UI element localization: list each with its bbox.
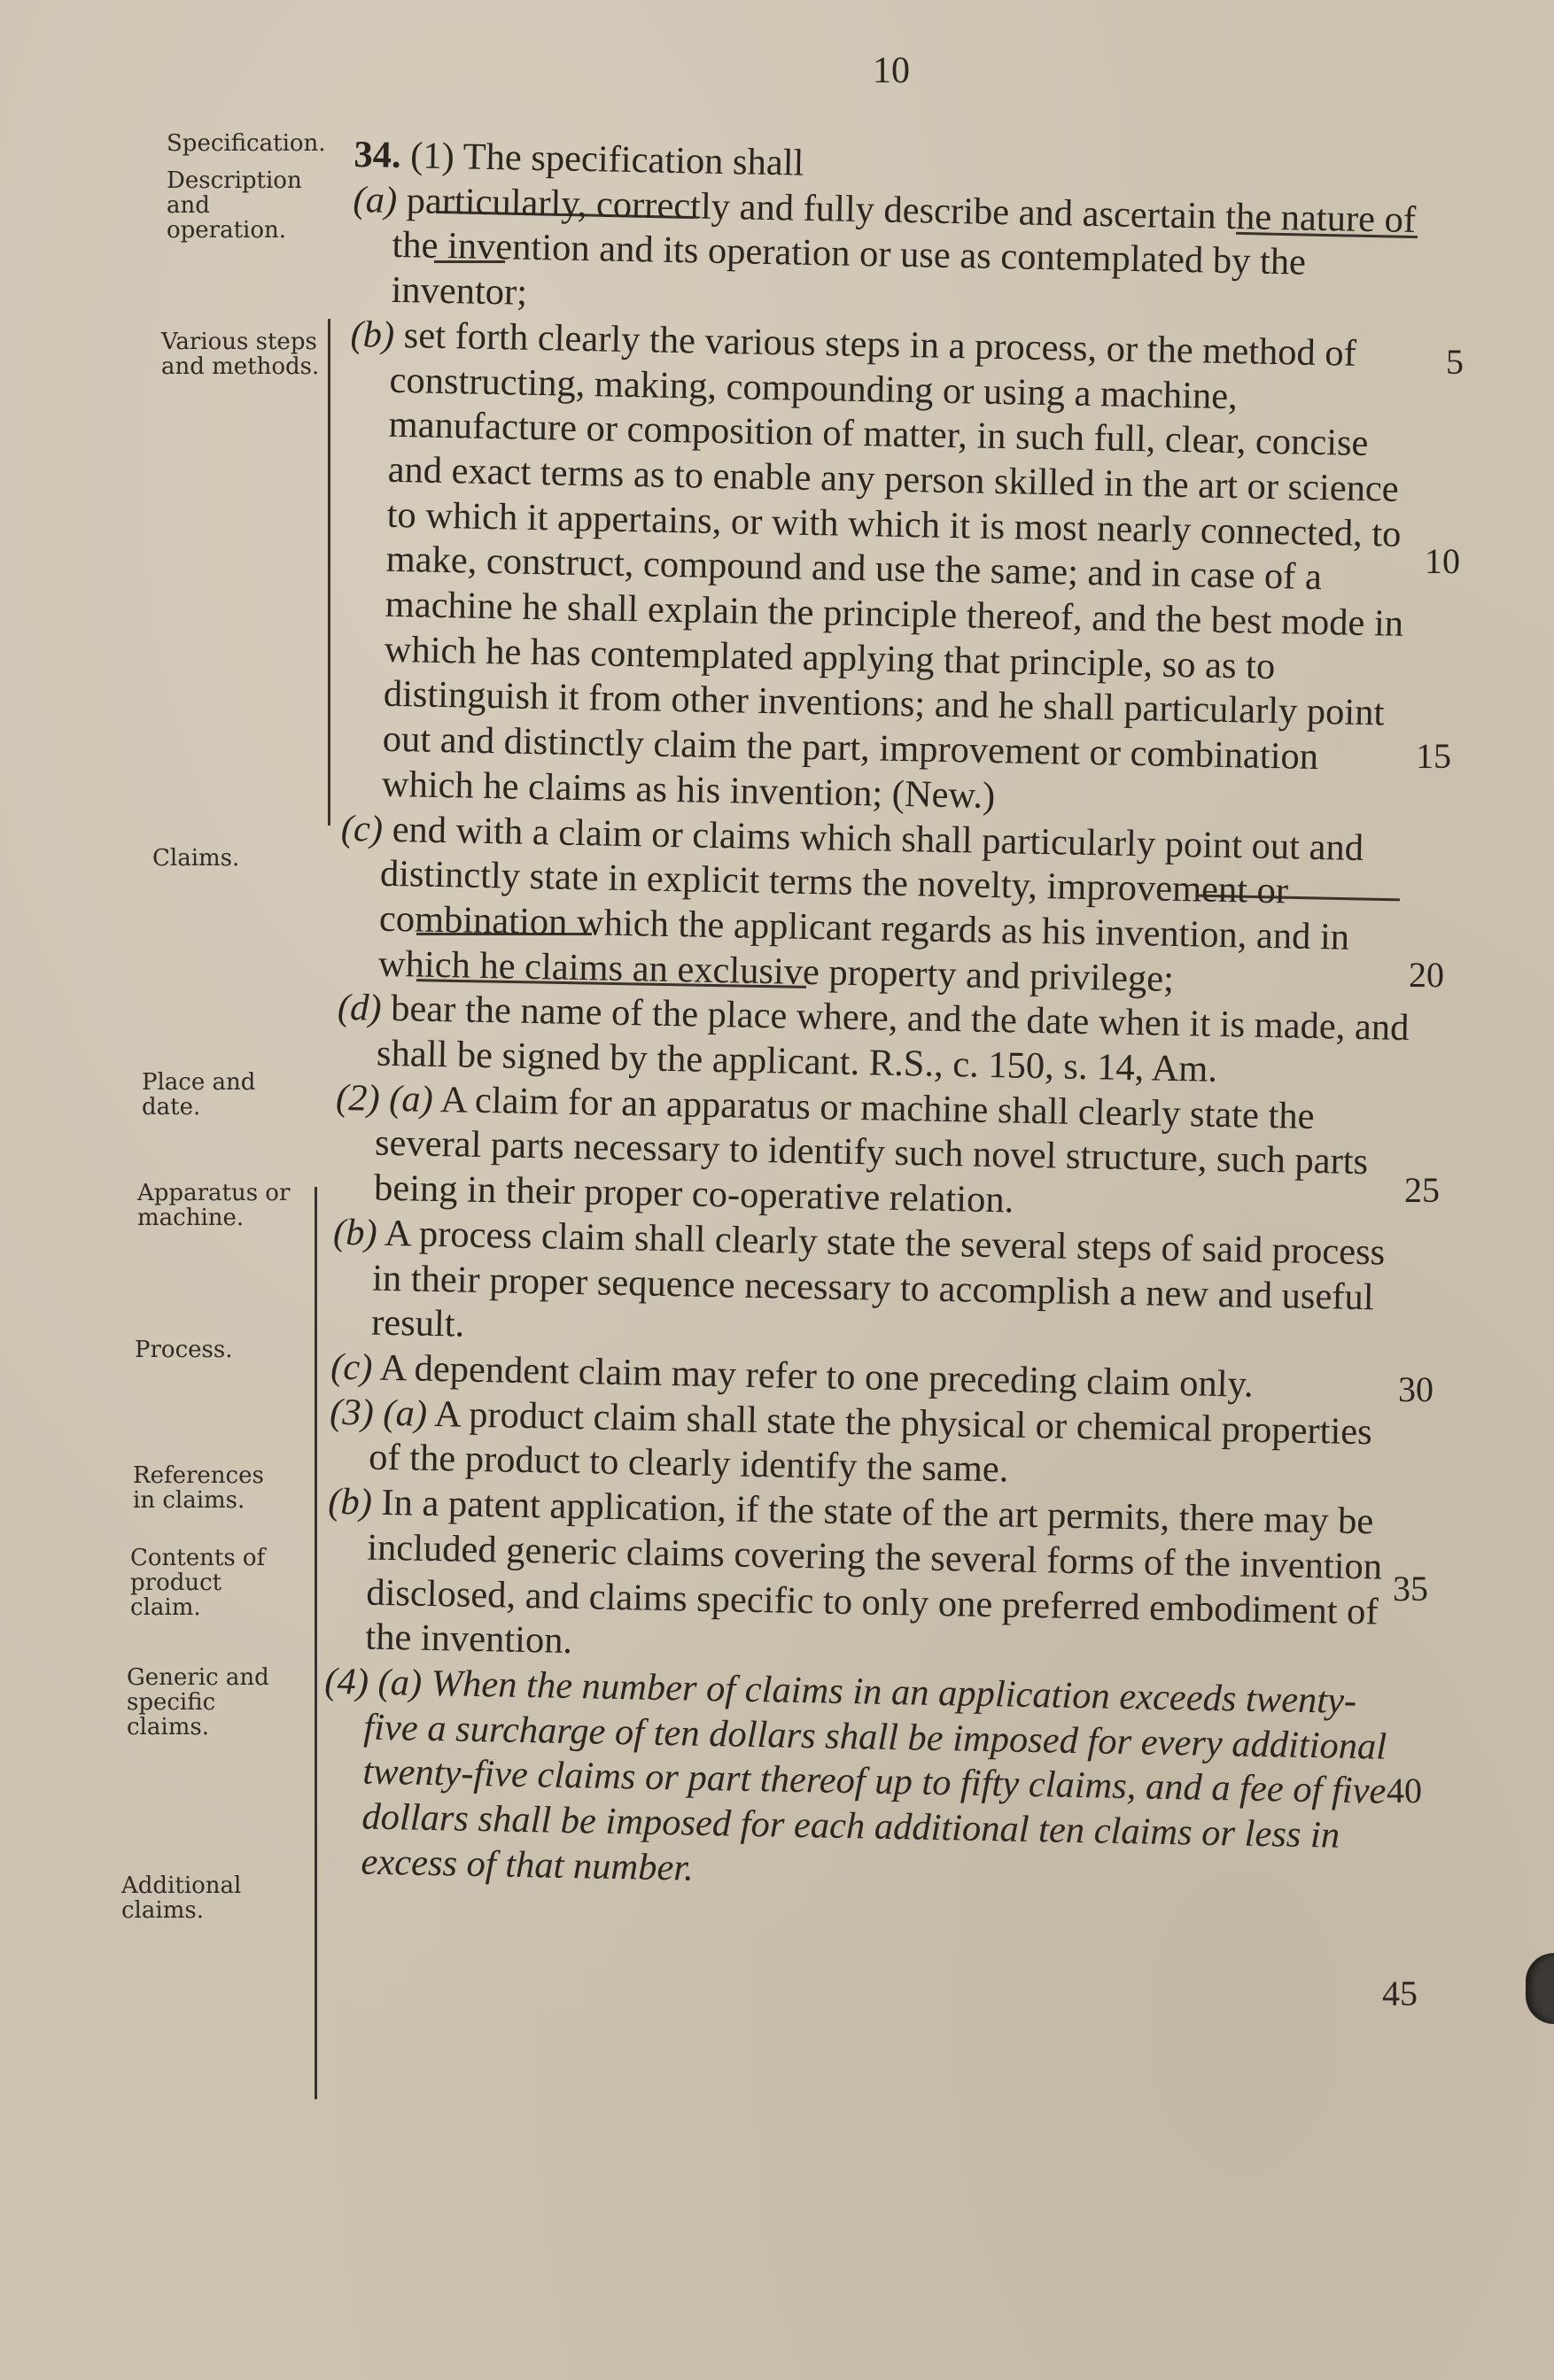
paragraph-label: (b) (327, 1480, 373, 1523)
binding-hole (1526, 1953, 1554, 2024)
paragraph-label: (a) (353, 178, 398, 221)
paragraph-label: (c) (330, 1345, 373, 1389)
paragraph-label: (2) (a) (335, 1076, 434, 1120)
paragraph-label: (b) (332, 1211, 378, 1254)
paragraph-label: (b) (350, 313, 395, 356)
margin-note-process: Process. (135, 1337, 233, 1363)
paragraph-text: When the number of claims in an application exceeds twenty-five a surcharge of ten dollars shall be imposed for every additional twenty-five claims or part thereof up to fifty claims, and a fee of five dollars shall be imposed for each additional ten claims or less in excess of that number. (361, 1662, 1387, 1889)
margin-rule-claims-section (315, 1187, 317, 2099)
paragraph (334, 1076, 1409, 1231)
paragraph-label: (3) (a) (329, 1391, 428, 1435)
paragraph-text: A product claim shall state the physical or chemical properties of the product to clearly identify the same. (368, 1392, 1373, 1491)
paragraph-text: set forth clearly the various steps in a process, or the method of constructing, making, compounding or using a machine, manufacture or composition of matter, in such full, clear, concise and exact terms as to enable any person skilled in the art or science to which it appertains, or with which it is most nearly connected, to make, construct, compound and use the same; and in case of a machine he shall explain the principle thereof, and the best mode in which he has contemplated applying that principle, so as to distinguish it from other inventions; and he shall particularly point out and distinctly claim the part, improvement or combination which he claims as his invention; (New.) (381, 314, 1404, 817)
line-number: 15 (1416, 736, 1451, 776)
line-number: 10 (1425, 541, 1460, 581)
margin-note-additional: Additional claims. (121, 1872, 242, 1924)
paragraph-label: (4) (a) (323, 1660, 423, 1704)
line-number: 35 (1393, 1569, 1428, 1609)
paragraph (321, 1660, 1397, 1905)
paragraph-text: A claim for an apparatus or machine shall clearly state the several parts necessary to identify such novel structure, such parts being in their proper co-operative relation. (373, 1078, 1369, 1221)
margin-note-place-date: Place and date. (142, 1069, 256, 1120)
section-number: 34. (354, 133, 402, 177)
margin-note-claims: Claims. (152, 845, 240, 872)
margin-note-apparatus: Apparatus or machine. (137, 1180, 291, 1231)
margin-note-contents: Contents of product claim. (130, 1545, 266, 1621)
paragraph-text: A dependent claim may refer to one preceding claim only. (379, 1346, 1255, 1406)
section-intro: (1) The specification shall (409, 135, 804, 184)
margin-rule-various-steps (328, 319, 330, 826)
paragraph-text: In a patent application, if the state of the art permits, there may be included generic claims covering the several forms of the invention disclosed, and claims specific to only one preferred embodiment of the invention. (364, 1481, 1383, 1663)
paragraph (325, 1480, 1401, 1680)
margin-note-generic: Generic and specific claims. (127, 1664, 269, 1740)
paragraph-text: bear the name of the place where, and the date when it is made, and shall be signed by the applicant. R.S., c. 150, s. 14, Am. (376, 988, 1410, 1090)
line-number: 5 (1446, 342, 1464, 382)
paragraph-text: particularly, correctly and fully describe and ascertain the nature of the invention and its operation or use as contemplated by the inventor; (391, 179, 1417, 314)
margin-note-various-steps: Various steps and methods. (161, 329, 320, 380)
paragraph-text: A process claim shall clearly state the several steps of said process in their proper sequence necessary to accomplish a new and useful result. (370, 1212, 1386, 1345)
line-number: 25 (1404, 1170, 1440, 1210)
paragraph (341, 313, 1422, 827)
paragraph (351, 178, 1426, 333)
line-number: 20 (1409, 955, 1444, 995)
section-body (321, 133, 1426, 1904)
line-number: 40 (1387, 1771, 1422, 1810)
margin-note-specification: Specification. (167, 130, 326, 157)
margin-note-references: References in claims. (133, 1462, 264, 1514)
paragraph-label: (d) (337, 987, 383, 1030)
line-number: 30 (1398, 1369, 1434, 1409)
paragraph (331, 1211, 1406, 1366)
paragraph (338, 806, 1414, 1006)
page-number: 10 (873, 50, 910, 91)
paragraph-label: (c) (340, 807, 384, 850)
paragraph-text: end with a claim or claims which shall particularly point out and distinctly state in explicit terms the novelty, improvement or combination which the applicant regards as his invention, and in which he claims an exclusive property and privilege; (377, 808, 1364, 1000)
line-number: 45 (1382, 1973, 1418, 2013)
margin-note-description-operation: Description and operation. (167, 167, 302, 244)
